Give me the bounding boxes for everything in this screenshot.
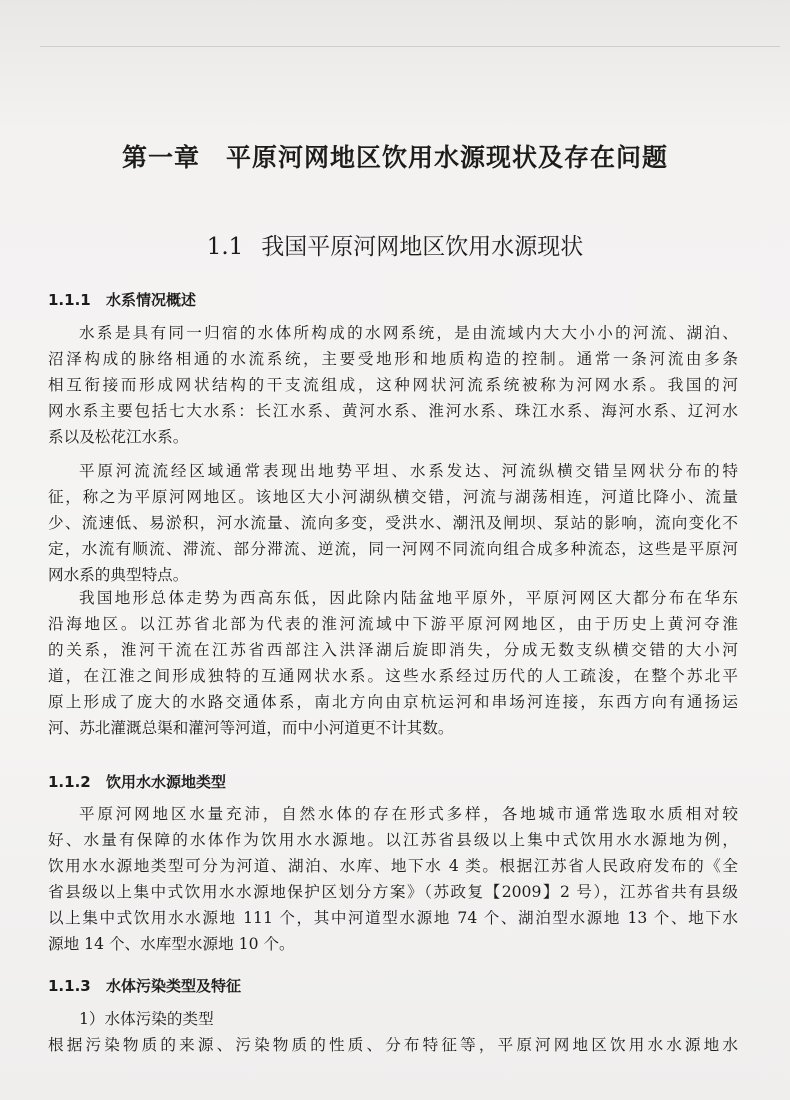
paragraph-line: 定，水流有顺流、滞流、部分滞流、逆流，同一河网不同流向组合成多种流态，这些是平原河 xyxy=(48,540,738,558)
paragraph-line: 网水系主要包括七大水系：长江水系、黄河水系、淮河水系、珠江水系、海河水系、辽河水 xyxy=(48,402,738,420)
paragraph-line: 河、苏北灌溉总渠和灌河等河道，而中小河道更不计其数。 xyxy=(48,719,454,737)
paragraph-line: 道，在江淮之间形成独特的互通网状水系。这些水系经过历代的人工疏浚，在整个苏北平 xyxy=(48,667,738,685)
paragraph-line: 水系是具有同一归宿的水体所构成的水网系统，是由流域内大大小小的河流、湖泊、 xyxy=(79,324,738,342)
paragraph-line: 沿海地区。以江苏省北部为代表的淮河流域中下游平原河网地区，由于历史上黄河夺淮 xyxy=(48,615,738,633)
subsection-number: 1.1.2 xyxy=(48,773,91,791)
subsection-title: 水系情况概述 xyxy=(106,291,197,309)
paragraph-line: 平原河流流经区域通常表现出地势平坦、水系发达、河流纵横交错呈网状分布的特 xyxy=(79,462,738,480)
paragraph-line: 少、流速低、易淤积，河水流量、流向多变，受洪水、潮汛及闸坝、泵站的影响，流向变化不 xyxy=(48,514,738,532)
list-item: 1）水体污染的类型 xyxy=(79,1010,214,1028)
subsection-heading xyxy=(48,771,226,792)
paragraph-line: 的关系，淮河干流在江苏省西部注入洪泽湖后旋即消失，分成无数支纵横交错的大小河 xyxy=(48,641,738,659)
chapter-title xyxy=(60,138,730,174)
chapter-title-text: 平原河网地区饮用水源现状及存在问题 xyxy=(226,143,669,172)
section-number: 1.1 xyxy=(206,234,244,260)
subsection-title: 水体污染类型及特征 xyxy=(106,977,242,995)
chapter-number: 第一章 xyxy=(121,143,200,172)
subsection-title: 饮用水水源地类型 xyxy=(106,773,227,791)
paragraph-line: 根据污染物质的来源、污染物质的性质、分布特征等，平原河网地区饮用水水源地水 xyxy=(48,1036,738,1054)
paragraph-line: 征，称之为平原河网地区。该地区大小河湖纵横交错，河流与湖荡相连，河道比降小、流量 xyxy=(48,488,738,506)
subsection-number: 1.1.1 xyxy=(48,291,91,309)
paragraph-line: 网水系的典型特点。 xyxy=(48,566,189,584)
subsection-number: 1.1.3 xyxy=(48,977,91,995)
faint-header-rule xyxy=(40,46,780,47)
paragraph-line: 省县级以上集中式饮用水水源地保护区划分方案》（苏政复【2009】2 号），江苏省共有县级 xyxy=(48,883,738,901)
paragraph-line: 沼泽构成的脉络相通的水流系统，主要受地形和地质构造的控制。通常一条河流由多条 xyxy=(48,350,738,368)
paragraph-line: 相互衔接而形成网状结构的干支流组成，这种网状河流系统被称为河网水系。我国的河 xyxy=(48,376,738,394)
subsection-heading xyxy=(48,975,241,996)
section-title xyxy=(60,228,730,261)
paragraph-line: 我国地形总体走势为西高东低，因此除内陆盆地平原外，平原河网区大都分布在华东 xyxy=(79,589,738,607)
paragraph-line: 源地 14 个、水库型水源地 10 个。 xyxy=(48,935,295,953)
subsection-heading xyxy=(48,289,196,310)
paragraph-line: 平原河网地区水量充沛，自然水体的存在形式多样，各地城市通常选取水质相对较 xyxy=(79,805,738,823)
paragraph-line: 以上集中式饮用水水源地 111 个，其中河道型水源地 74 个、湖泊型水源地 13 个、地下水 xyxy=(48,909,738,927)
paragraph-line: 好、水量有保障的水体作为饮用水水源地。以江苏省县级以上集中式饮用水水源地为例， xyxy=(48,831,738,849)
section-title-text: 我国平原河网地区饮用水源现状 xyxy=(261,234,584,260)
paragraph-line: 系以及松花江水系。 xyxy=(48,428,189,446)
paragraph-line: 饮用水水源地类型可分为河道、湖泊、水库、地下水 4 类。根据江苏省人民政府发布的《全 xyxy=(48,857,738,875)
paragraph-line: 原上形成了庞大的水路交通体系，南北方向由京杭运河和串场河连接，东西方向有通扬运 xyxy=(48,693,738,711)
